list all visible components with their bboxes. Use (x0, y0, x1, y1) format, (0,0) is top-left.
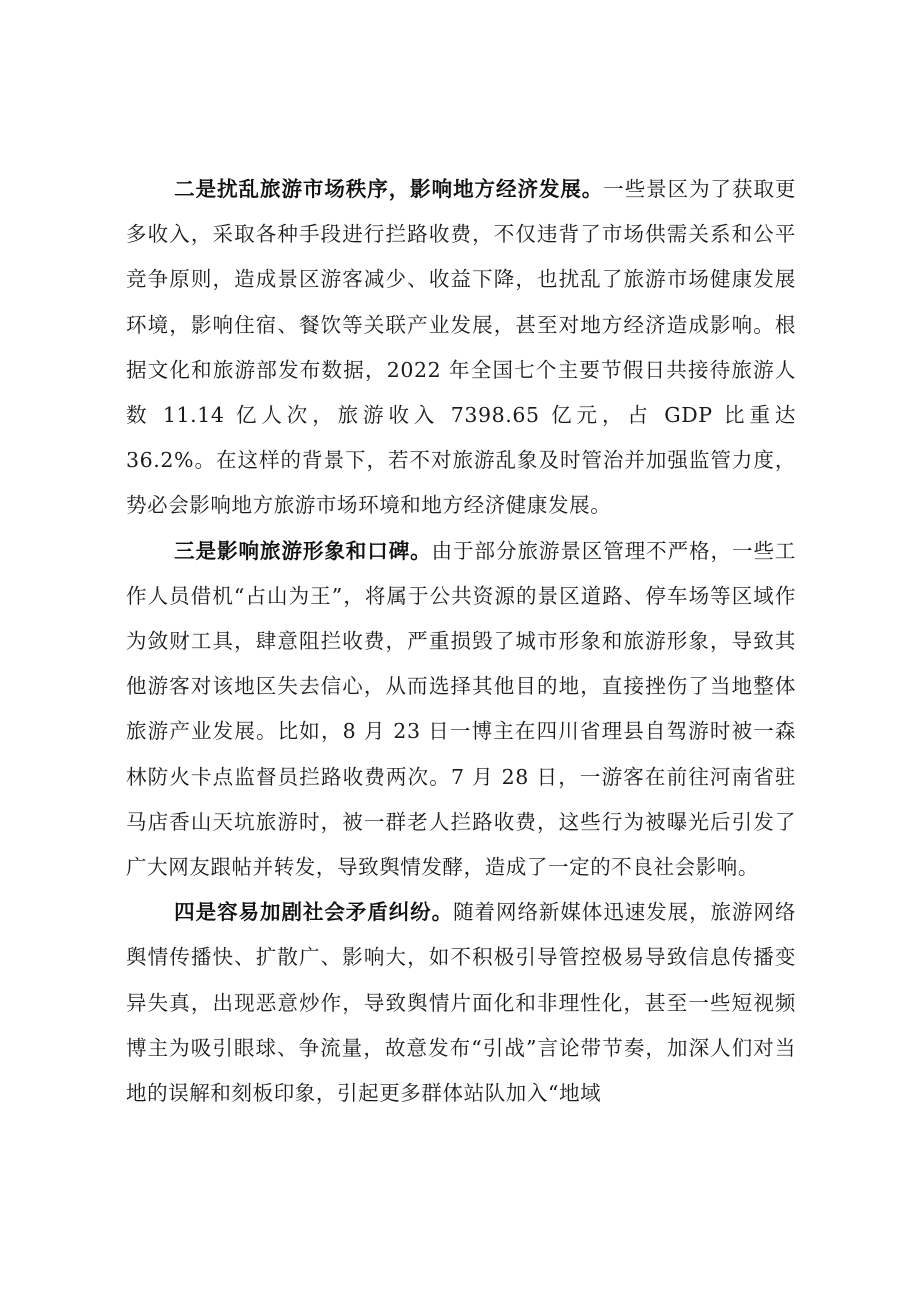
paragraph-conflict (126, 890, 796, 1116)
document-body (126, 167, 796, 1116)
paragraph-reputation (126, 529, 796, 891)
paragraph-body: 随着网络新媒体迅速发展，旅游网络舆情传播快、扩散广、影响大，如不积极引导管控极易导致信息传播变异失真，出现恶意炒作，导致舆情片面化和非理性化，甚至一些短视频博主为吸引眼球、争流量，故意发布“引战”言论带节奏，加深人们对当地的误解和刻板印象，引起更多群体站队加入“地域 (126, 900, 796, 1106)
paragraph-lead: 三是影响旅游形象和口碑。 (174, 538, 432, 563)
paragraph-lead: 二是扰乱旅游市场秩序，影响地方经济发展。 (174, 177, 604, 201)
paragraph-body: 由于部分旅游景区管理不严格，一些工作人员借机“占山为王”，将属于公共资源的景区道路、停车场等区域作为敛财工具，肆意阻拦收费，严重损毁了城市形象和旅游形象，导致其他游客对该地区失去信心，从而选择其他目的地，直接挫伤了当地整体旅游产业发展。比如，8 月 23 日一博主在四川省理县自驾游时被一森林防火卡点监督员拦路收费两次。7 月 28 日，一游客在前往河南省驻马店香山天坑旅游时，被一群老人拦路收费，这些行为被曝光后引发了广大网友跟帖并转发，导致舆情发酵，造成了一定的不良社会影响。 (126, 538, 796, 880)
paragraph-body: 一些景区为了获取更多收入，采取各种手段进行拦路收费，不仅违背了市场供需关系和公平竞争原则，造成景区游客减少、收益下降，也扰乱了旅游市场健康发展环境，影响住宿、餐饮等关联产业发展，甚至对地方经济造成影响。根据文化和旅游部发布数据，2022 年全国七个主要节假日共接待旅游人数 11.14 亿人次，旅游收入 7398.65 亿元，占 GDP 比重达 36.2%。在这样的背景下，若不对旅游乱象及时管治并加强监管力度，势必会影响地方旅游市场环境和地方经济健康发展。 (126, 177, 797, 518)
paragraph-economy (126, 167, 796, 529)
paragraph-lead: 四是容易加剧社会矛盾纠纷。 (174, 900, 454, 925)
